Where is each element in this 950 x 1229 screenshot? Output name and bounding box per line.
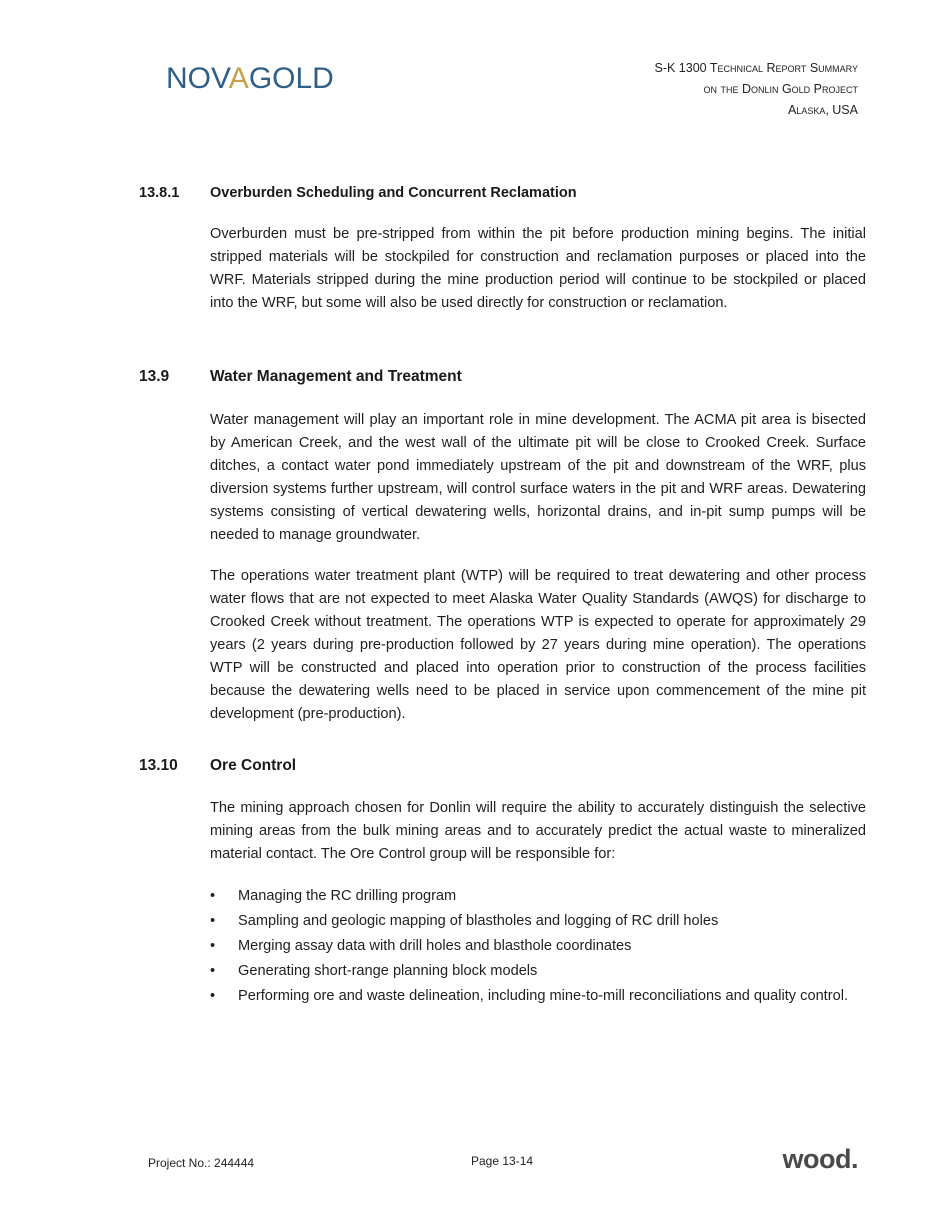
- section-heading-13-10: [139, 757, 296, 775]
- list-item: [210, 935, 866, 958]
- bullet-icon: •: [210, 938, 216, 954]
- section-number: 13.9: [139, 368, 170, 385]
- bullet-icon: •: [210, 988, 216, 1004]
- header-line-2: on the Donlin Gold Project: [703, 82, 858, 96]
- list-item-text: Merging assay data with drill holes and blasthole coordinates: [238, 938, 632, 954]
- project-number: Project No.: 244444: [148, 1156, 255, 1170]
- header-line-1: S-K 1300 Technical Report Summary: [654, 61, 858, 75]
- section-title: Ore Control: [210, 757, 297, 774]
- section-heading-13-8-1: [139, 185, 577, 201]
- list-item: [210, 960, 866, 983]
- header-line-3: Alaska, USA: [787, 103, 858, 117]
- paragraph: Overburden must be pre-stripped from within the pit before production mining begins. The initial stripped materials will be stockpiled for construction and reclamation purposes or placed into the WRF. Materials stripped during the mine production period will continue to be stockpiled or placed into the WRF, but some will also be used directly for construction or reclamation.: [210, 226, 866, 311]
- logo-text-left: NOV: [166, 62, 229, 95]
- section-title: Water Management and Treatment: [210, 368, 462, 385]
- list-item: [210, 985, 866, 1008]
- page-number: Page 13-14: [471, 1154, 534, 1168]
- bullet-icon: •: [210, 963, 216, 979]
- bullet-list: [210, 885, 866, 1010]
- list-item-text: Performing ore and waste delineation, including mine-to-mill reconciliations and quality control.: [238, 988, 849, 1004]
- list-item: [210, 885, 866, 908]
- bullet-icon: •: [210, 913, 216, 929]
- list-item: [210, 910, 866, 933]
- bullet-icon: •: [210, 888, 216, 904]
- list-item-text: Generating short-range planning block models: [238, 963, 538, 979]
- section-heading-13-9: [139, 368, 462, 386]
- wood-logo: wood.: [782, 1144, 858, 1174]
- report-header: [655, 58, 859, 121]
- paragraph: The mining approach chosen for Donlin will require the ability to accurately distinguish the selective mining areas from the bulk mining areas and to accurately predict the actual waste to mineralized material contact. The Ore Control group will be responsible for:: [210, 800, 866, 862]
- section-title: Overburden Scheduling and Concurrent Reclamation: [210, 185, 577, 201]
- logo-mark: A: [228, 62, 249, 95]
- section-number: 13.10: [139, 757, 178, 774]
- novagold-logo: [166, 62, 334, 96]
- paragraph: The operations water treatment plant (WTP) will be required to treat dewatering and other process water flows that are not expected to meet Alaska Water Quality Standards (AWQS) for discharge to Crooked Creek without treatment. The operations WTP is expected to operate for approximately 29 years (2 years during pre-production followed by 27 years during mine operation). The operations WTP will be constructed and placed into operation prior to construction of the process facilities because the dewatering wells need to be placed in service upon commencement of the mine pit development (pre-production).: [210, 568, 866, 722]
- logo-text-right: GOLD: [248, 62, 334, 95]
- list-item-text: Sampling and geologic mapping of blastholes and logging of RC drill holes: [238, 913, 719, 929]
- paragraph: Water management will play an important role in mine development. The ACMA pit area is bisected by American Creek, and the west wall of the ultimate pit will be close to Crooked Creek. Surface ditches, a contact water pond immediately upstream of the pit and downstream of the WRF, plus diversion systems further upstream, will control surface waters in the pit and WRF areas. Dewatering systems consisting of vertical dewatering wells, horizontal drains, and in-pit sump pumps will be needed to manage groundwater.: [210, 412, 866, 543]
- list-item-text: Managing the RC drilling program: [238, 888, 457, 904]
- section-number: 13.8.1: [139, 185, 180, 201]
